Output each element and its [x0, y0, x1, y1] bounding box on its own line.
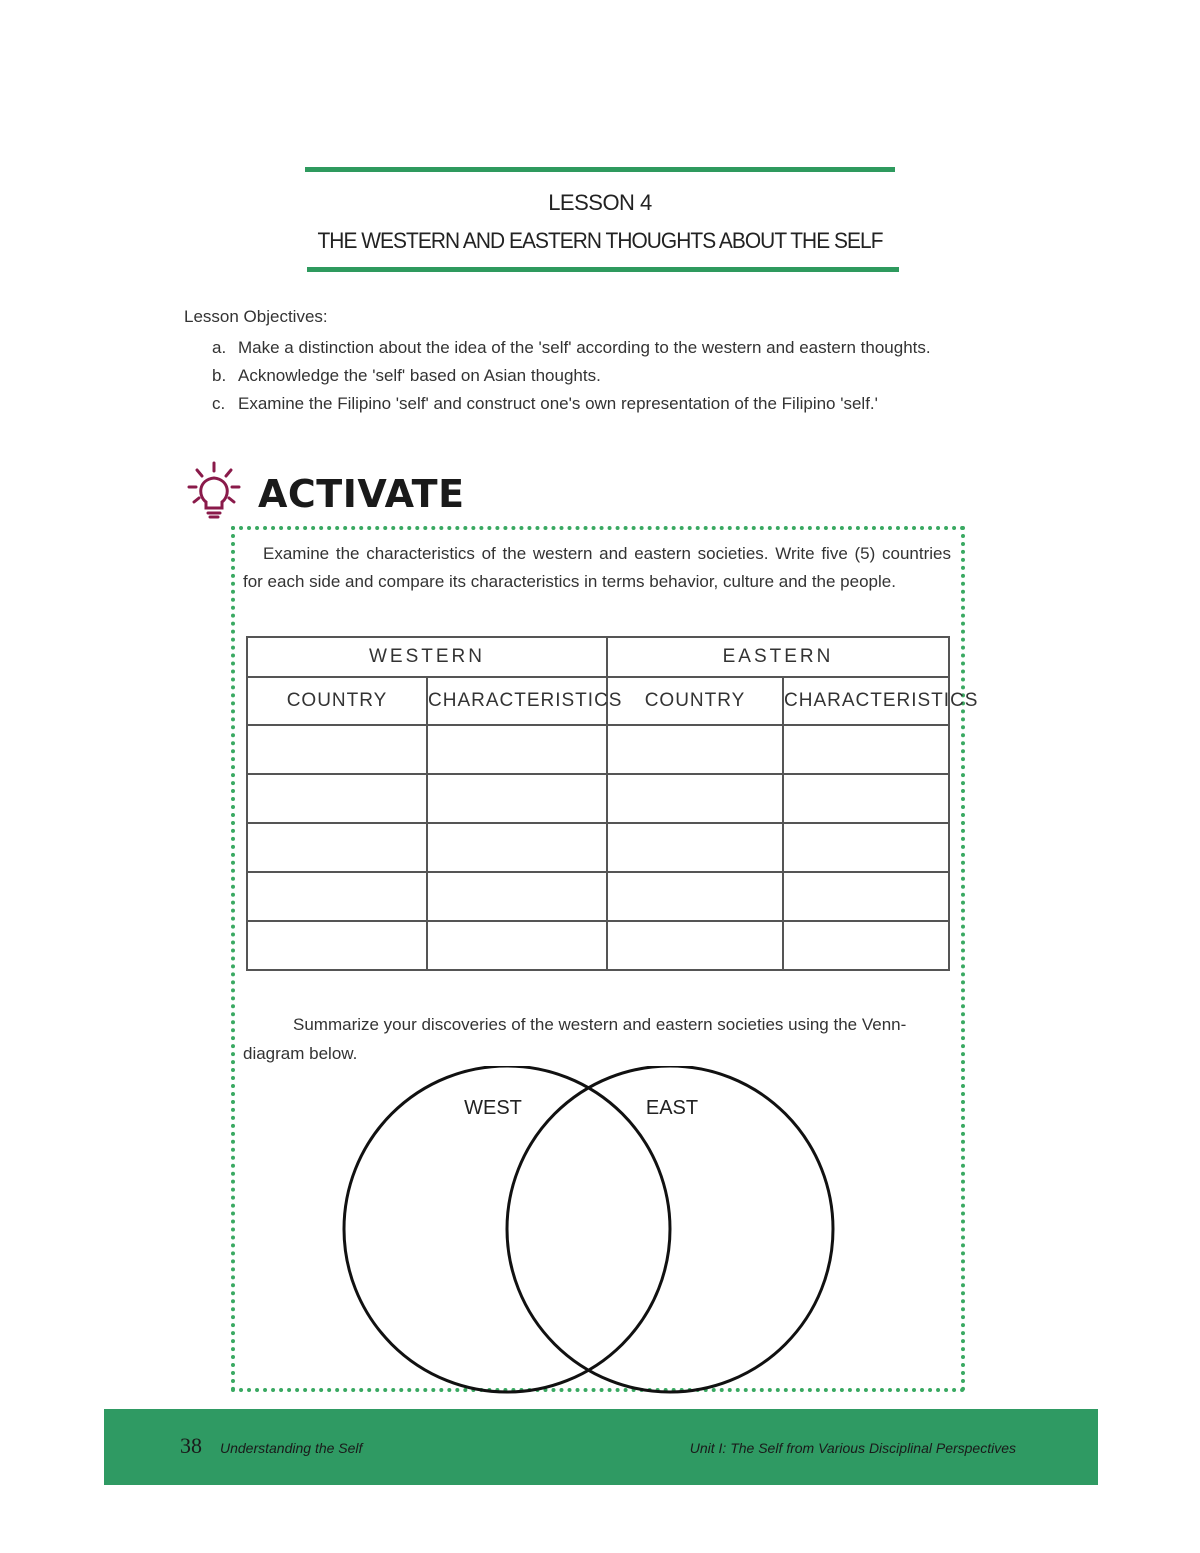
page-footer — [104, 1409, 1098, 1485]
lesson-title: THE WESTERN AND EASTERN THOUGHTS ABOUT THE SELF — [317, 228, 883, 253]
table-column-header — [247, 677, 949, 725]
table-cell[interactable] — [427, 774, 607, 823]
book-title: Understanding the Self — [220, 1440, 363, 1456]
page-number: 38 — [180, 1433, 202, 1458]
table-row — [247, 725, 949, 774]
table-cell[interactable] — [247, 872, 427, 921]
table-row — [247, 872, 949, 921]
header-top-rule — [305, 167, 895, 172]
table-group-western: WESTERN — [247, 637, 607, 677]
venn-diagram — [330, 1066, 850, 1396]
table-cell[interactable] — [783, 774, 949, 823]
venn-instruction: Summarize your discoveries of the western and eastern societies using the Venn-diagram below. — [243, 1015, 907, 1063]
table-cell[interactable] — [427, 872, 607, 921]
table-cell[interactable] — [607, 872, 783, 921]
table-cell[interactable] — [783, 823, 949, 872]
table-row — [247, 823, 949, 872]
table-cell[interactable] — [783, 725, 949, 774]
column-header: COUNTRY — [247, 677, 427, 725]
table-cell[interactable] — [607, 725, 783, 774]
lesson-objectives — [184, 306, 1064, 418]
header-bottom-rule — [307, 267, 899, 272]
table-cell[interactable] — [783, 872, 949, 921]
column-header: COUNTRY — [607, 677, 783, 725]
activate-title: ACTIVATE — [258, 472, 465, 516]
table-cell[interactable] — [783, 921, 949, 970]
activity-instruction: Examine the characteristics of the western and eastern societies. Write five (5) countries for each side and compare its characteristics in terms behavior, culture and the people. — [243, 544, 951, 591]
objectives-heading: Lesson Objectives: — [184, 307, 328, 326]
objective-item: b. Acknowledge the 'self' based on Asian thoughts. — [212, 366, 601, 385]
venn-label-west: WEST — [464, 1097, 522, 1119]
objective-item: c. Examine the Filipino 'self' and construct one's own representation of the Filipino 'self.' — [212, 394, 878, 413]
table-cell[interactable] — [247, 725, 427, 774]
table-row — [247, 774, 949, 823]
venn-label-east: EAST — [645, 1097, 699, 1119]
lesson-number: LESSON 4 — [548, 190, 652, 215]
column-header: CHARACTERISTICS — [427, 677, 607, 725]
table-cell[interactable] — [247, 774, 427, 823]
table-group-header — [247, 637, 949, 677]
table-cell[interactable] — [607, 774, 783, 823]
table-cell[interactable] — [427, 823, 607, 872]
table-row — [247, 921, 949, 970]
table-cell[interactable] — [427, 725, 607, 774]
objective-item: a. Make a distinction about the idea of the 'self' according to the western and eastern thoughts. — [212, 338, 931, 357]
table-cell[interactable] — [247, 823, 427, 872]
unit-title: Unit I: The Self from Various Disciplinal Perspectives — [689, 1440, 1016, 1456]
lightbulb-icon — [186, 460, 242, 520]
table-cell[interactable] — [427, 921, 607, 970]
table-cell[interactable] — [607, 823, 783, 872]
column-header: CHARACTERISTICS — [783, 677, 949, 725]
table-cell[interactable] — [607, 921, 783, 970]
objectives-list — [184, 334, 1064, 418]
comparison-table — [246, 636, 979, 971]
table-cell[interactable] — [247, 921, 427, 970]
table-group-eastern: EASTERN — [607, 637, 949, 677]
